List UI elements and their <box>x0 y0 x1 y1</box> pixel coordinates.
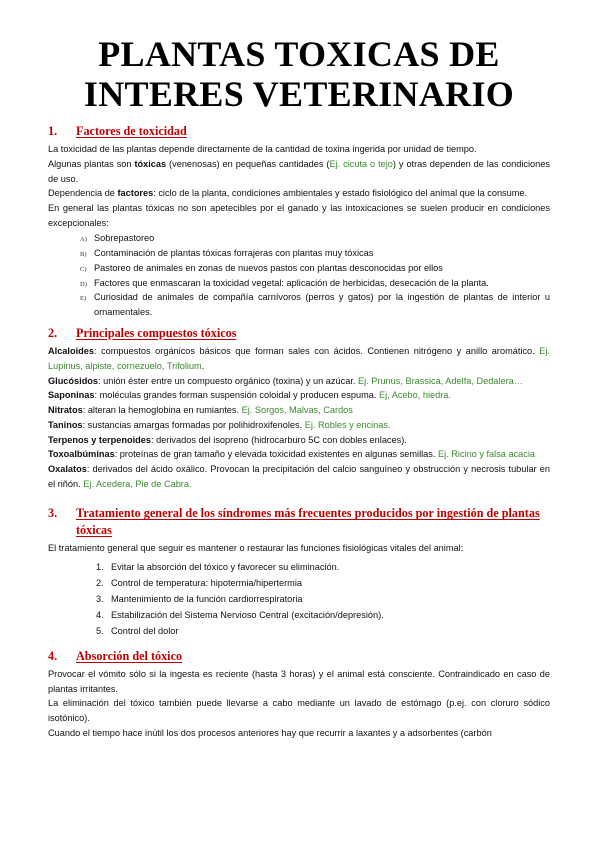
section-title: Tratamiento general de los síndromes más frecuentes producidos por ingestión de plantas tóxicas <box>76 506 540 537</box>
list-item-text: Pastoreo de animales en zonas de nuevos pastos con plantas desconocidas por ellos <box>94 262 443 273</box>
section-compuestos <box>48 325 550 492</box>
compound-description: : sustancias amargas formadas por polihidroxifenoles. <box>82 419 305 430</box>
list-item-text: Control del dolor <box>111 626 179 637</box>
bold-term: factores <box>117 188 154 199</box>
text-run: Dependencia de <box>48 188 118 199</box>
compound-entry <box>48 388 550 403</box>
list-marker: 4. <box>96 610 104 621</box>
list-marker: C) <box>80 265 87 273</box>
text-run: ) y otras dependen de las condiciones de uso. <box>48 158 550 184</box>
text-run: Algunas plantas son <box>48 158 135 169</box>
treatment-steps-list <box>96 559 550 639</box>
list-marker: A) <box>80 236 87 244</box>
list-marker: 1. <box>96 562 104 573</box>
document-title <box>48 34 550 115</box>
list-item-text: Mantenimiento de la función cardiorrespiratoria <box>111 594 303 605</box>
paragraph: En general las plantas tóxicas no son apetecibles por el ganado y las intoxicaciones se suelen producir en condiciones excepcionales: <box>48 202 550 228</box>
list-marker: D) <box>80 280 87 288</box>
list-marker: B) <box>80 251 87 259</box>
compound-term: Nitratos <box>48 405 83 416</box>
list-marker: 3. <box>96 594 104 605</box>
bold-term: tóxicas <box>134 158 167 169</box>
list-item <box>80 246 550 261</box>
example-text: Ej. cicuta o tejo <box>329 158 393 169</box>
paragraph: La eliminación del tóxico también puede llevarse a cabo mediante un lavado de estómago (p.ej. con cloruro sódico isotónico). <box>48 698 550 724</box>
section-body <box>48 541 550 639</box>
section-number: 4. <box>48 648 58 663</box>
compound-entry <box>48 403 550 418</box>
title-line-1: PLANTAS TOXICAS DE <box>98 34 500 74</box>
text-run: (venenosas) en pequeñas cantidades ( <box>166 158 330 169</box>
paragraph: El tratamiento general que seguir es mantener o restaurar las funciones fisiológicas vitales del animal: <box>48 543 464 554</box>
list-item <box>96 559 550 575</box>
section-title: Factores de toxicidad <box>76 123 187 138</box>
compound-term: Saponinas <box>48 390 95 401</box>
section-heading <box>48 325 550 341</box>
section-number: 1. <box>48 123 58 138</box>
compound-term: Terpenos y terpenoides <box>48 434 151 445</box>
compound-description: : unión éster entre un compuesto orgánico (toxina) y un azúcar. <box>98 375 358 386</box>
list-marker: 2. <box>96 578 104 589</box>
section-body <box>48 344 550 491</box>
list-item <box>96 623 550 639</box>
section-heading <box>48 648 550 664</box>
text-run: : ciclo de la planta, condiciones ambientales y estado fisiológico del animal que la consume. <box>153 188 528 199</box>
example-text: Ej. Ricino y falsa acacia <box>438 449 536 460</box>
compound-term: Toxoalbúminas <box>48 449 115 460</box>
compound-entry <box>48 462 550 491</box>
section-title: Principales compuestos tóxicos <box>76 325 237 340</box>
example-text: Ej. Acedera, Pie de Cabra. <box>83 478 192 489</box>
compound-entry <box>48 418 550 433</box>
example-text: Ej. Lupinus, alpiste, cornezuelo, Trifolium <box>48 346 550 371</box>
section-tratamiento <box>48 505 550 639</box>
paragraph: Cuando el tiempo hace inútil los dos procesos anteriores hay que recurrir a laxantes y a adsorbentes (carbón <box>48 727 492 738</box>
compound-description: : alteran la hemoglobina en rumiantes. <box>82 405 242 416</box>
compound-term: Glucósidos <box>48 375 99 386</box>
title-line-2: INTERES VETERINARIO <box>83 74 515 115</box>
example-text: Ej. Prunus, Brassica, Adelfa, Dedalera… <box>357 375 523 386</box>
list-item <box>96 575 550 591</box>
compound-entry <box>48 433 550 448</box>
compound-description: : proteínas de gran tamaño y elevada toxicidad existentes en algunas semillas. <box>114 449 438 460</box>
section-title: Absorción del tóxico <box>76 648 183 663</box>
list-item-text: Contaminación de plantas tóxicas forrajeras con plantas muy tóxicas <box>94 248 374 259</box>
example-text: Ej, Acebo, hiedra. <box>378 390 451 401</box>
section-number: 2. <box>48 325 58 340</box>
list-item-text: Sobrepastoreo <box>94 233 155 244</box>
paragraph <box>48 157 550 186</box>
list-item-text: Factores que enmascaran la toxicidad vegetal: aplicación de herbicidas, desecación de la planta. <box>94 277 489 288</box>
list-marker: E) <box>80 295 87 303</box>
list-item <box>96 591 550 607</box>
section-absorcion <box>48 648 550 741</box>
compound-entry <box>48 344 550 373</box>
section-body <box>48 667 550 741</box>
compound-description: : moléculas grandes forman suspensión coloidal y producen espuma. <box>94 390 379 401</box>
compound-entry <box>48 374 550 389</box>
list-item-text: Control de temperatura: hipotermia/hipertermia <box>111 578 302 589</box>
list-marker: 5. <box>96 626 104 637</box>
compound-term: Alcaloides <box>48 346 94 357</box>
section-heading <box>48 505 550 538</box>
list-item <box>80 231 550 246</box>
list-item <box>80 290 550 319</box>
paragraph: Provocar el vómito sólo si la ingesta es reciente (hasta 3 horas) y el animal está consciente. Contraindicado en caso de plantas irritantes. <box>48 668 550 694</box>
list-item <box>96 607 550 623</box>
compound-entry <box>48 447 550 462</box>
compound-description: : compuestos orgánicos básicos que forman sales con ácidos. Contienen nitrógeno y anillo aromático. <box>93 346 540 357</box>
section-factores <box>48 123 550 320</box>
section-heading <box>48 123 550 139</box>
paragraph <box>48 186 550 201</box>
example-text: Ej. Robles y encinas. <box>304 419 391 430</box>
compound-term: Taninos <box>48 419 83 430</box>
section-body <box>48 142 550 320</box>
list-item <box>80 261 550 276</box>
example-text: Ej. Sorgos, Malvas, Cardos <box>241 405 353 416</box>
compound-description: : derivados del ácido oxálico. Provocan la precipitación del calcio sanguíneo y obstrucción y necrosis tubular en el riñón. <box>48 463 550 489</box>
section-number: 3. <box>48 506 58 521</box>
compound-term: Oxalatos <box>48 463 87 474</box>
list-item-text: Curiosidad de animales de compañía carnívoros (perros y gatos) por la ingestión de plantas de interior u ornamentales. <box>94 292 550 317</box>
list-item-text: Evitar la absorción del tóxico y favorecer su eliminación. <box>111 562 340 573</box>
compound-description: : derivados del isopreno (hidrocarburo 5C con dobles enlaces). <box>150 434 407 445</box>
list-item <box>80 276 550 291</box>
paragraph: La toxicidad de las plantas depende directamente de la cantidad de toxina ingerida por unidad de tiempo. <box>48 144 477 155</box>
list-item-text: Estabilización del Sistema Nervioso Central (excitación/depresión). <box>111 610 384 621</box>
conditions-list <box>80 231 550 319</box>
text-run: . <box>201 360 205 371</box>
